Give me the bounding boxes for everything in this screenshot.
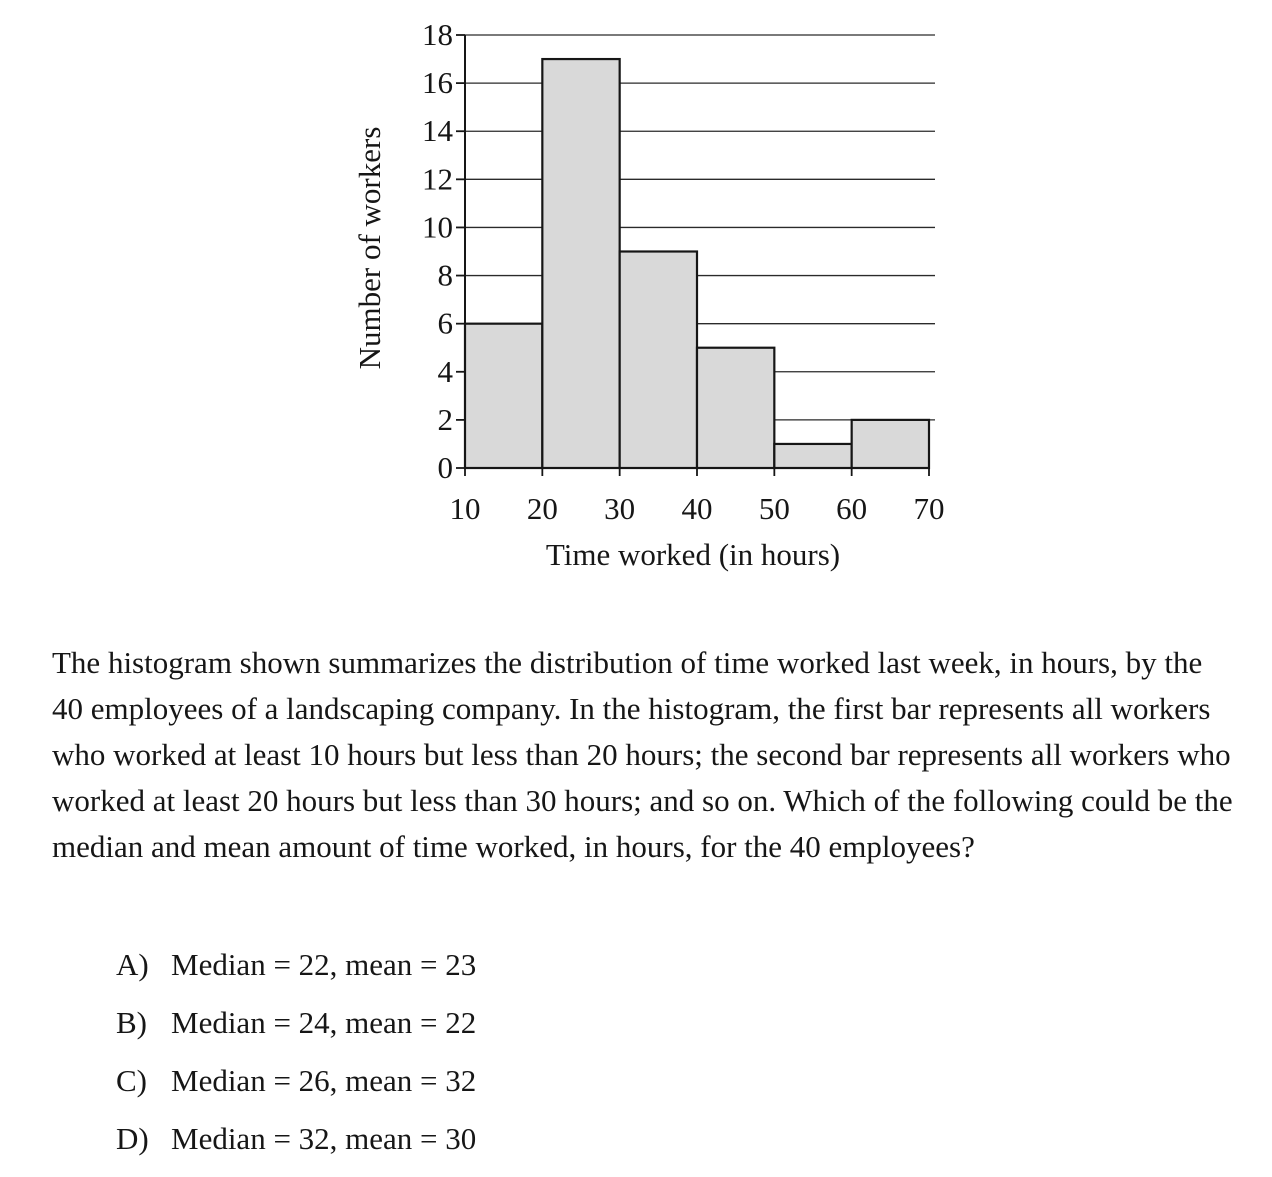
y-tick-label: 16 — [422, 65, 453, 101]
histogram-bar — [774, 444, 851, 468]
histogram-bar — [465, 324, 542, 468]
choice-d[interactable] — [116, 1110, 476, 1168]
y-tick-label: 6 — [437, 305, 453, 341]
choice-letter: D) — [116, 1121, 149, 1156]
y-tick-label: 0 — [437, 450, 453, 485]
y-tick-label: 10 — [422, 209, 453, 245]
y-tick-label: 12 — [422, 161, 453, 197]
histogram-bar — [697, 348, 774, 468]
y-tick-label: 18 — [422, 17, 453, 52]
choice-c[interactable] — [116, 1052, 476, 1110]
histogram-bar — [620, 252, 697, 469]
choice-text: Median = 24, mean = 22 — [171, 1005, 477, 1040]
choice-text: Median = 32, mean = 30 — [171, 1121, 477, 1156]
choice-letter: C) — [116, 1063, 147, 1098]
x-tick-label: 60 — [836, 491, 868, 526]
choice-text: Median = 22, mean = 23 — [171, 947, 477, 982]
x-tick-label: 70 — [913, 491, 945, 526]
y-axis-label: Number of workers — [352, 126, 387, 370]
x-tick-label: 40 — [681, 491, 713, 526]
choice-text: Median = 26, mean = 32 — [171, 1063, 477, 1098]
histogram-bars — [465, 59, 929, 468]
choice-b[interactable] — [116, 994, 476, 1052]
x-tick-labels — [450, 491, 945, 526]
histogram-bar — [542, 59, 619, 468]
choice-letter: A) — [116, 947, 149, 982]
y-tick-labels — [422, 17, 454, 485]
question-text: The histogram shown summarizes the distribution of time worked last week, in hours, by the 40 employees of a landscaping company. In the histogram, the first bar represents all workers who worked at least 10 hours but less than 20 hours; the second bar represents all workers who worked at least 20 hours but less than 30 hours; and so on. Which of the following could be the median and mean amount of time worked, in hours, for the 40 employees? — [52, 645, 1233, 864]
y-tick-label: 2 — [437, 401, 453, 437]
x-tick-label: 50 — [758, 491, 790, 526]
histogram-bar — [852, 420, 929, 468]
answer-choices — [116, 936, 476, 1168]
choice-a[interactable] — [116, 936, 476, 994]
x-tick-label: 10 — [449, 491, 481, 526]
x-tick-label: 30 — [604, 491, 636, 526]
y-tick-label: 4 — [437, 353, 453, 389]
y-tick-label: 8 — [437, 257, 453, 293]
x-axis-label: Time worked (in hours) — [545, 537, 841, 572]
choice-letter: B) — [116, 1005, 147, 1040]
x-tick-label: 20 — [526, 491, 558, 526]
y-tick-label: 14 — [422, 113, 453, 149]
